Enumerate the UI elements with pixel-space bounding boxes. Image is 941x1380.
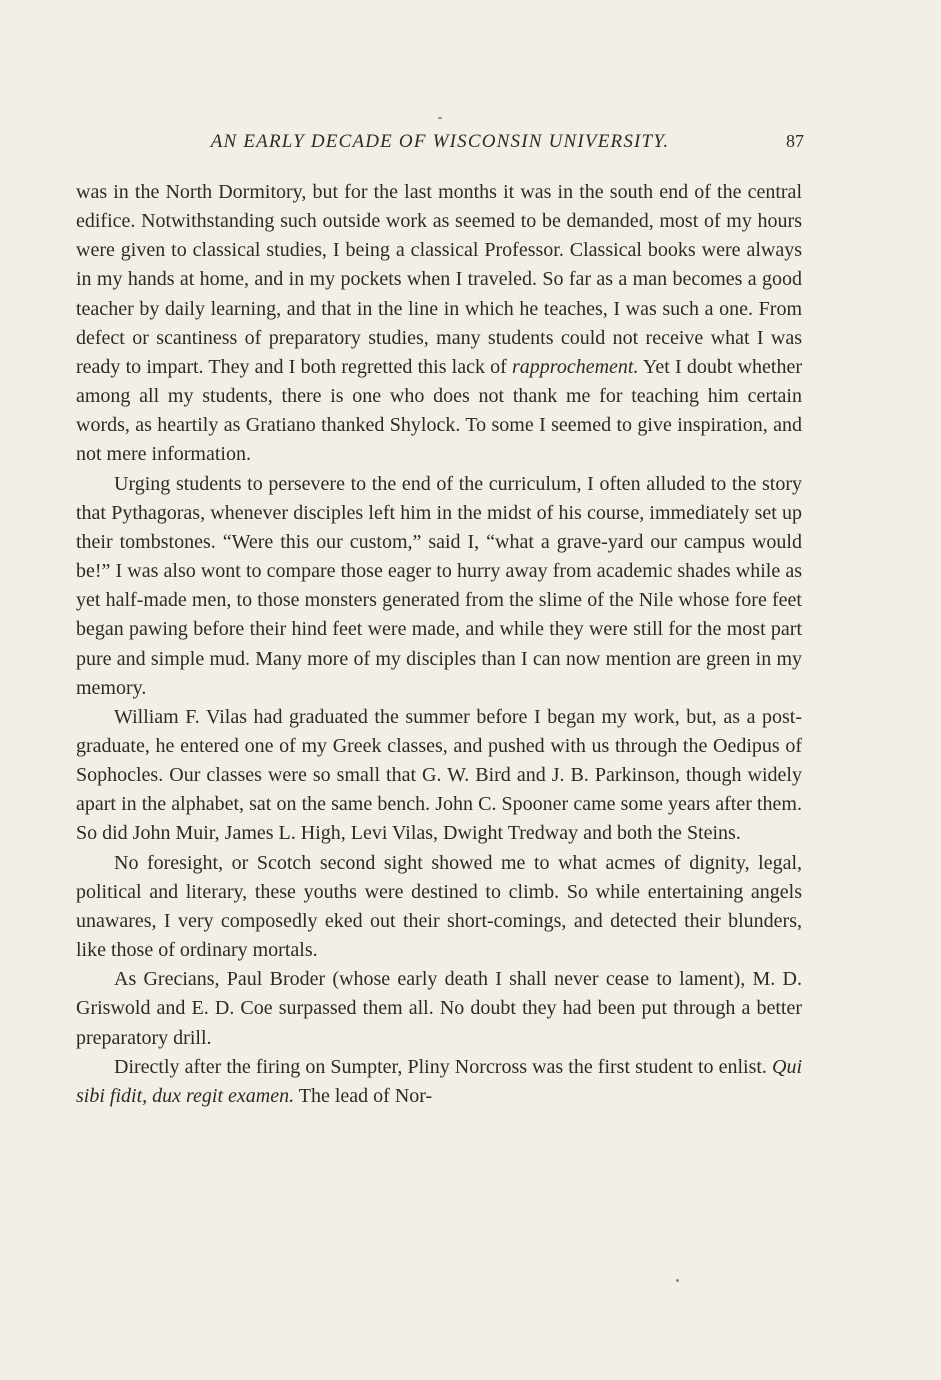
paragraph: [76, 703, 802, 849]
paragraph: [76, 1053, 802, 1111]
paragraph: [76, 965, 802, 1052]
paragraph: [76, 849, 802, 966]
page-header: [76, 131, 804, 159]
text-run: The lead of Nor-: [294, 1084, 433, 1107]
italic-text-run: Qui sibi fidit, dux regit examen.: [76, 1055, 802, 1107]
running-title: AN EARLY DECADE OF WISCONSIN UNIVERSITY.: [210, 131, 670, 152]
text-run: Urging students to persevere to the end of the curriculum, I often alluded to the story that Pythagoras, whenever disciples left him in the midst of his course, immediately set up their tombstones. “Were this our custom,” said I, “what a grave-yard our campus would be!” I was also wont to compare those eager to hurry away from academic shades while as yet half-made men, to those monsters generated from the slime of the Nile whose fore feet began pawing before their hind feet were made, and while they were still for the most part pure and simple mud. Many more of my disciples than I can now mention are green in my memory.: [76, 472, 802, 699]
text-run: William F. Vilas had graduated the summer before I began my work, but, as a post-graduate, he entered one of my Greek classes, and pushed with us through the Oedipus of Sophocles. Our classes were so small that G. W. Bird and J. B. Parkinson, though widely apart in the alphabet, sat on the same bench. John C. Spooner came some years after them. So did John Muir, James L. High, Levi Vilas, Dwight Tredway and both the Steins.: [76, 705, 802, 845]
paragraph: [76, 470, 802, 703]
body-text: [76, 178, 802, 1111]
text-run: Yet I doubt whether among all my students, there is one who does not thank me for teaching him certain words, as heartily as Gratiano thanked Shylock. To some I seemed to give inspiration, and not mere information.: [76, 355, 803, 466]
text-run: As Grecians, Paul Broder (whose early death I shall never cease to lament), M. D. Griswold and E. D. Coe surpassed them all. No doubt they had been put through a better preparatory drill.: [76, 968, 802, 1049]
text-run: Directly after the firing on Sumpter, Pliny Norcross was the first student to enlist.: [114, 1055, 772, 1078]
page-number: 87: [786, 131, 804, 151]
text-run: No foresight, or Scotch second sight showed me to what acmes of dignity, legal, political and literary, these youths were destined to climb. So while entertaining angels unawares, I very composedly eked out their short-comings, and detected their blunders, like those of ordinary mortals.: [76, 851, 802, 962]
text-run: was in the North Dormitory, but for the last months it was in the south end of the central edifice. Notwithstanding such outside work as seemed to be demanded, most of my hours were given to classical studies, I being a classical Professor. Classical books were always in my hands at home, and in my pockets when I traveled. So far as a man becomes a good teacher by daily learning, and that in the line in which he teaches, I was such a one. From defect or scantiness of preparatory studies, many students could not receive what I was ready to impart. They and I both regretted this lack of: [76, 181, 802, 378]
italic-text-run: rapprochement.: [512, 355, 639, 378]
paper-speck: [676, 1279, 679, 1282]
paragraph: [76, 178, 802, 470]
paper-speck: [438, 117, 442, 119]
